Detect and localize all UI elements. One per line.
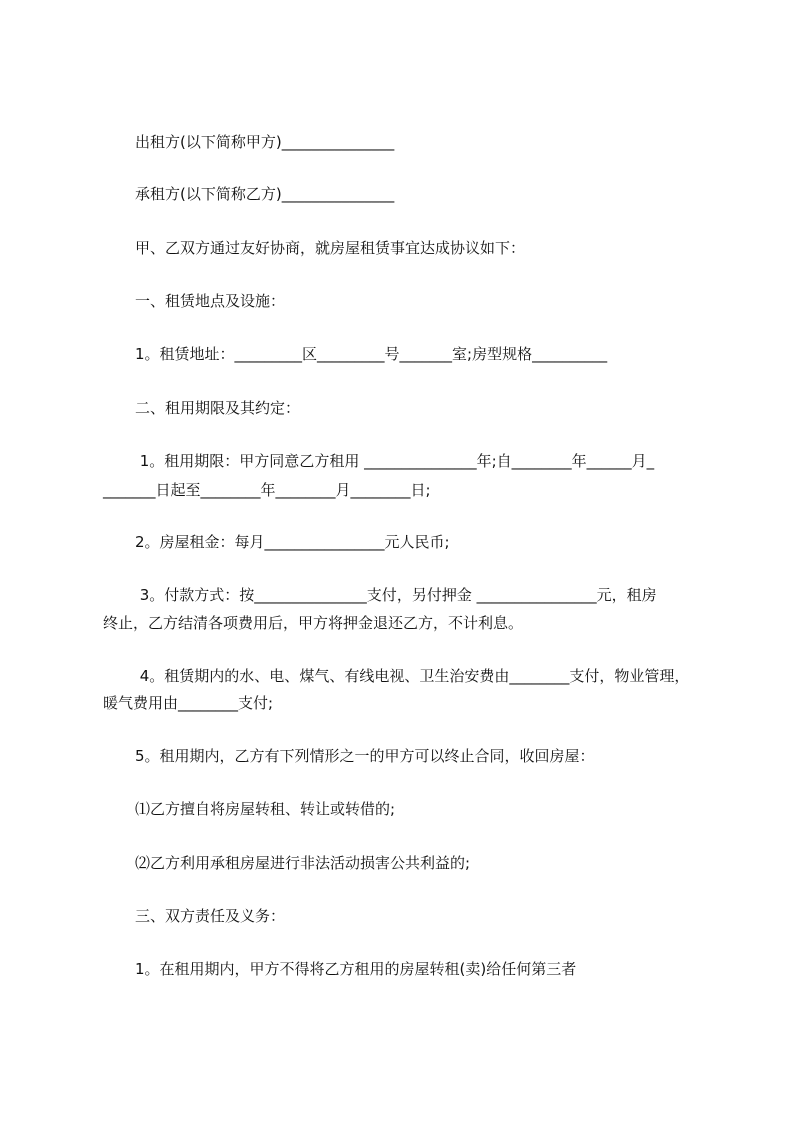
section-1-heading: 一、租赁地点及设施：	[135, 292, 286, 310]
lease-term-line-2: _______日起至________年________月________日;	[103, 481, 431, 499]
payment-line-1: 3。付款方式：按_______________支付，另付押金 ________________元，租房	[135, 586, 657, 604]
section-2-heading: 二、租用期限及其约定：	[135, 399, 301, 417]
lessee-line: 承租方(以下简称乙方)_______________	[135, 185, 395, 203]
rental-address-line: 1。租赁地址：_________区_________号_______室;房型规格__________	[135, 345, 608, 363]
payment-line-2: 终止，乙方结清各项费用后，甲方将押金退还乙方，不计利息。	[103, 614, 524, 632]
termination-line: 5。租用期内，乙方有下列情形之一的甲方可以终止合同，收回房屋：	[135, 747, 595, 765]
utilities-line-2: 暖气费用由________支付;	[103, 694, 274, 712]
termination-item-2: ⑵乙方利用承租房屋进行非法活动损害公共利益的;	[135, 854, 471, 872]
lessor-line: 出租方(以下简称甲方)_______________	[135, 133, 395, 151]
termination-item-1: ⑴乙方擅自将房屋转租、转让或转借的;	[135, 800, 396, 818]
obligation-item-1: 1。在租用期内，甲方不得将乙方租用的房屋转租(卖)给任何第三者	[135, 960, 577, 978]
utilities-line-1: 4。租赁期内的水、电、煤气、有线电视、卫生治安费由________支付，物业管理，	[135, 667, 690, 685]
rent-line: 2。房屋租金：每月________________元人民币;	[135, 533, 450, 551]
agreement-intro: 甲、乙双方通过友好协商，就房屋租赁事宜达成协议如下：	[135, 239, 526, 257]
lease-term-line-1: 1。租用期限：甲方同意乙方租用 _______________年;自________年______月_	[135, 452, 655, 470]
section-3-heading: 三、双方责任及义务：	[135, 907, 286, 925]
